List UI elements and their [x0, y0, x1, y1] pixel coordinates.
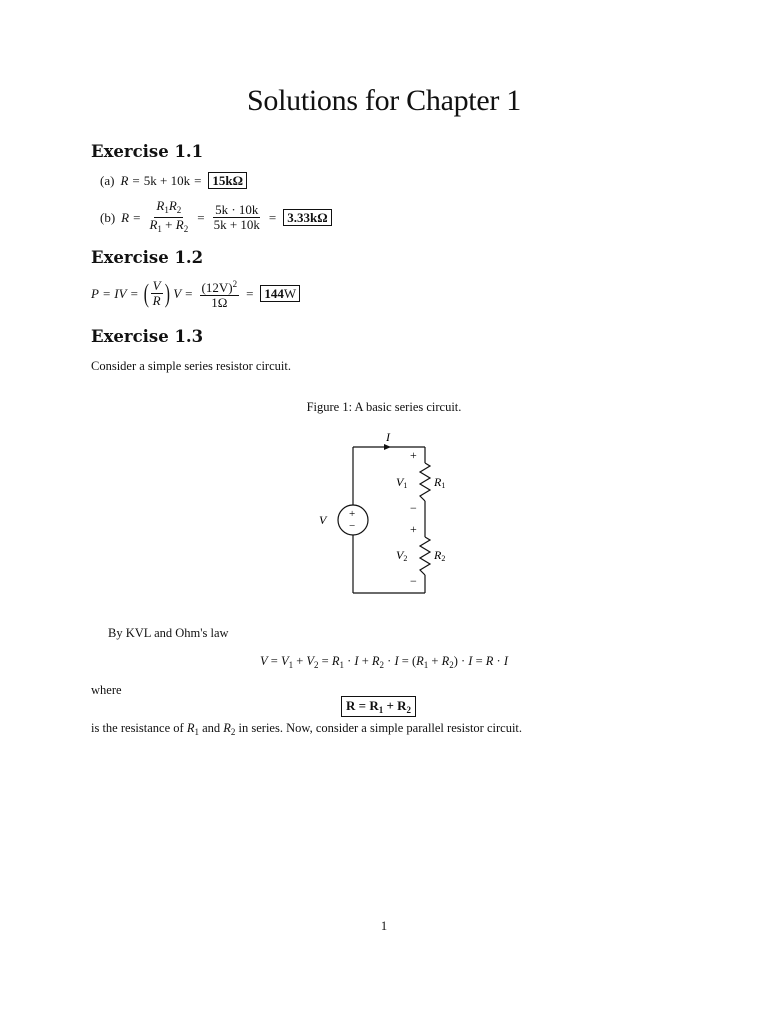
math-op: =: [133, 209, 141, 225]
math-var: V: [280, 654, 289, 668]
math-var: I: [503, 654, 508, 668]
math-var: R: [441, 654, 450, 668]
section-exercise-1-1: Exercise 1.1: [91, 142, 204, 161]
denominator: 1Ω: [211, 295, 228, 310]
exercise-1-1-b: [100, 199, 332, 236]
kvl-paragraph: By KVL and Ohm's law: [108, 626, 229, 640]
subscript: 1: [164, 205, 169, 215]
math-var: R: [120, 172, 129, 188]
series-circuit-diagram: [300, 425, 480, 600]
v1-label: V1: [396, 475, 408, 490]
closing-paragraph: [91, 721, 522, 737]
math-op: =: [268, 209, 277, 225]
math-var: R: [416, 654, 424, 668]
source-label: V: [319, 513, 327, 527]
subscript: 2: [406, 705, 412, 715]
math-var: V: [306, 654, 315, 668]
math-var: R: [485, 654, 494, 668]
math-op: =: [472, 654, 486, 668]
math-var: IV: [114, 285, 127, 301]
exercise-1-1-a: [100, 172, 247, 189]
text-run: and: [198, 721, 224, 735]
math-op: = (: [398, 654, 417, 668]
r1-label: R1: [434, 475, 446, 490]
math-op: =: [246, 285, 254, 301]
subscript: 2: [176, 205, 182, 215]
fraction: [212, 203, 262, 232]
math-var: R: [397, 698, 407, 713]
section-exercise-1-3: Exercise 1.3: [91, 327, 204, 346]
math-var: R: [371, 654, 380, 668]
math-var: I: [468, 654, 473, 668]
v2-plus: +: [410, 522, 417, 536]
v2-label: V2: [396, 548, 408, 563]
math-var: R: [331, 654, 340, 668]
math-op: =: [318, 654, 332, 668]
text-run: is the resistance of: [91, 721, 187, 735]
subscript: 1: [423, 660, 429, 670]
intro-paragraph: Consider a simple series resistor circuit.: [91, 359, 291, 373]
denominator: 5k + 10k: [213, 217, 260, 232]
math-op: ·: [493, 654, 504, 668]
math-op: =: [355, 698, 370, 713]
v1-minus: −: [410, 501, 417, 515]
math-var: V: [260, 654, 268, 668]
boxed-series-resistance: [341, 696, 416, 717]
subscript: 2: [379, 660, 385, 670]
math-var: R: [186, 721, 195, 735]
math-var: R: [175, 217, 184, 232]
math-op: ·: [344, 654, 355, 668]
page-number: 1: [380, 919, 388, 933]
subscript: 2: [449, 660, 454, 670]
math-var: R: [121, 209, 130, 225]
r2-label: R2: [434, 548, 446, 563]
math-var: I: [354, 654, 359, 668]
source-minus: −: [349, 520, 356, 532]
v1-plus: +: [410, 448, 417, 462]
numerator: V: [152, 278, 161, 293]
subscript: 2: [314, 660, 319, 670]
denominator: R: [152, 293, 161, 308]
item-label: (a): [100, 172, 115, 188]
subscript: 1: [288, 660, 294, 670]
answer-box: 3.33kΩ: [283, 209, 331, 226]
answer-value: 144: [264, 286, 284, 301]
current-arrow-icon: [384, 444, 391, 450]
math-var: R: [223, 721, 231, 735]
math-op: =: [130, 285, 138, 301]
where-text: where: [91, 683, 122, 697]
fraction: [200, 277, 240, 310]
math-op: ) ·: [453, 654, 469, 668]
subscript: 2: [230, 727, 236, 737]
source-plus: +: [349, 508, 356, 520]
math-var: V: [173, 285, 182, 301]
math-op: +: [161, 217, 176, 232]
page-title: Solutions for Chapter 1: [247, 84, 521, 117]
item-label: (b): [100, 209, 116, 225]
section-exercise-1-2: Exercise 1.2: [91, 248, 204, 267]
math-op: +: [293, 654, 307, 668]
math-op: =: [267, 654, 281, 668]
fraction: [147, 199, 190, 236]
answer-box: [260, 285, 300, 302]
resistor-r1-icon: [420, 463, 430, 501]
answer-unit: W: [283, 286, 297, 301]
math-op: =: [132, 172, 140, 188]
subscript: 2: [183, 224, 189, 234]
exercise-1-2-equation: [91, 277, 300, 310]
math-var: R: [168, 198, 177, 213]
math-expr: (12V): [201, 280, 233, 295]
math-var: I: [394, 654, 399, 668]
answer-box: 15kΩ: [208, 172, 247, 189]
current-label: I: [386, 430, 390, 444]
numerator: [200, 277, 240, 296]
resistor-r2-icon: [420, 537, 430, 575]
figure-caption: Figure 1: A basic series circuit.: [306, 400, 462, 414]
fraction: [151, 279, 163, 308]
math-op: +: [428, 654, 442, 668]
math-op: =: [194, 172, 202, 188]
subscript: 1: [378, 705, 384, 715]
math-op: =: [102, 285, 111, 301]
subscript: 1: [339, 660, 344, 670]
left-paren: (: [143, 278, 149, 308]
math-var: R: [156, 198, 165, 213]
subscript: 1: [194, 727, 199, 737]
v2-minus: −: [410, 574, 417, 588]
math-op: +: [358, 654, 372, 668]
subscript: 1: [157, 224, 162, 234]
superscript: 2: [232, 279, 238, 289]
math-var: R: [369, 698, 379, 713]
math-var: P: [91, 285, 99, 301]
math-op: +: [383, 698, 398, 713]
math-op: =: [185, 285, 193, 301]
text-run: in series. Now, consider a simple parallel resistor circuit.: [235, 721, 523, 735]
math-op: =: [197, 209, 205, 225]
math-var: R: [346, 698, 356, 713]
numerator: 5k · 10k: [215, 202, 259, 217]
math-var: R: [149, 217, 158, 232]
right-paren: ): [164, 278, 170, 308]
numerator: [154, 199, 183, 218]
denominator: [147, 218, 190, 236]
math-expr: 5k + 10k: [143, 172, 191, 188]
math-op: ·: [384, 654, 395, 668]
kvl-equation: [0, 654, 768, 670]
